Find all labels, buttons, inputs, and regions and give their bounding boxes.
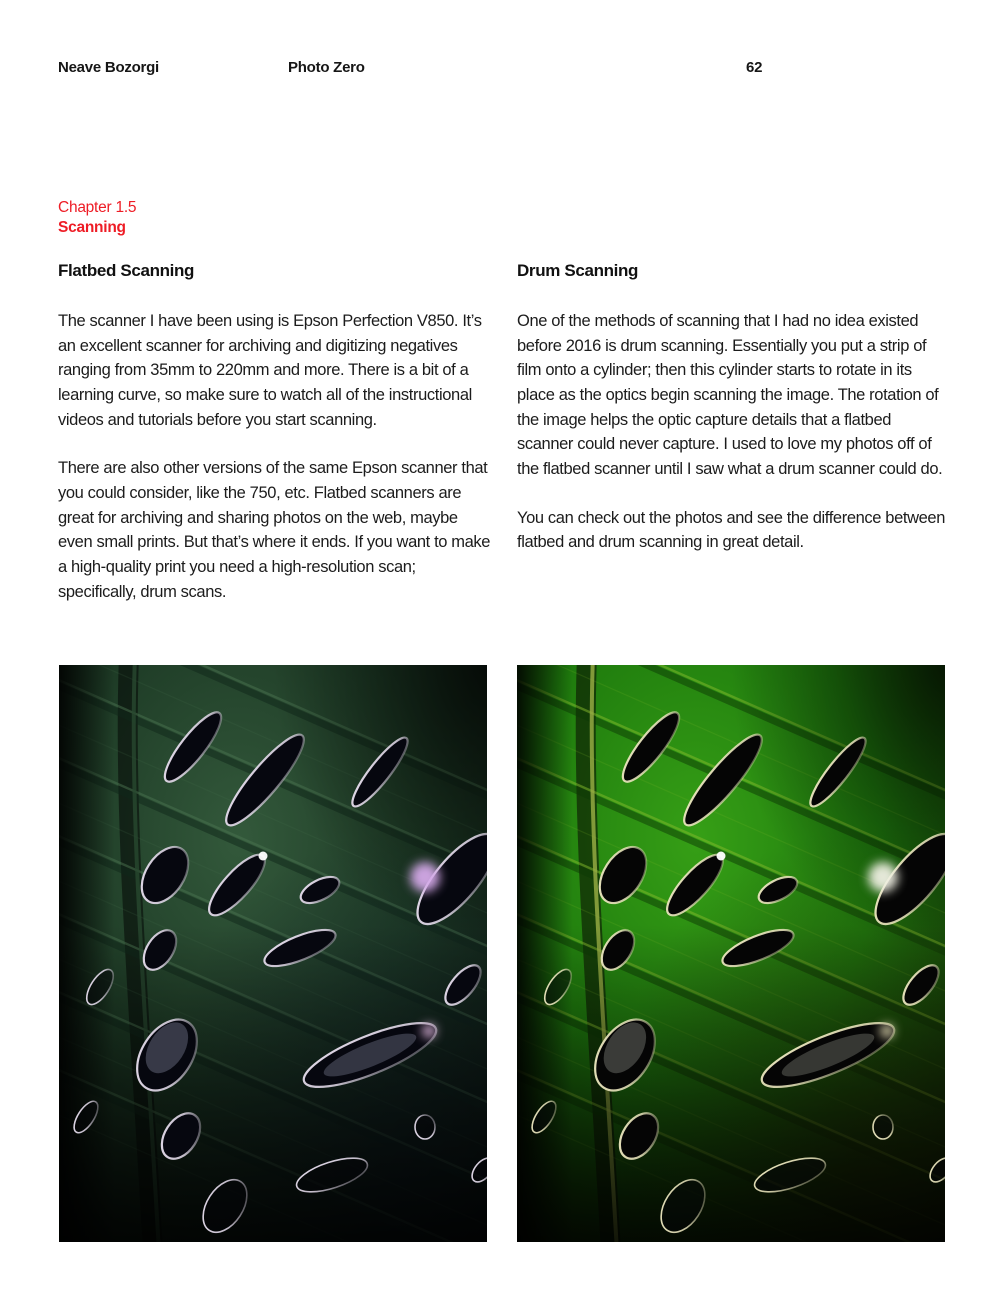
flatbed-paragraph-1: The scanner I have been using is Epson Perfection V850. It’s an excellent scanner for archiving and digitizing negatives ranging from 35mm to 220mm and more. There is a bit of a learning curve, so make sure to watch all of the instructional videos and tutorials before you start scanning.: [58, 312, 482, 429]
flatbed-paragraph-2: There are also other versions of the same Epson scanner that you could consider, like the 750, etc. Flatbed scanners are great for archiving and sharing photos on the web, maybe even small prints. But that’s where it ends. If you want to make a high-quality print you need a high-resolution scan; specifically, drum scans.: [58, 459, 491, 601]
chapter-title: Scanning: [58, 218, 126, 236]
drum-paragraph-1: One of the methods of scanning that I had no idea existed before 2016 is drum scanning. Essentially you put a strip of film onto a cylinder; then this cylinder starts to rotate in its place as the optics begin scanning the image. The rotation of the image helps the optic capture details that a flatbed scanner could never capture. I used to love my photos off of the flatbed scanner until I saw what a drum scanner could do.: [517, 312, 943, 478]
drum-heading: Drum Scanning: [517, 261, 639, 280]
drum-scan-photo: [517, 665, 945, 1242]
chapter-block: [58, 198, 136, 237]
drum-paragraph-2: You can check out the photos and see the difference between flatbed and drum scanning in great detail.: [517, 508, 946, 552]
flatbed-scan-photo: [59, 665, 487, 1242]
page-number: 62: [746, 59, 763, 76]
author-name: Neave Bozorgi: [58, 59, 159, 76]
flatbed-heading: Flatbed Scanning: [58, 261, 195, 280]
book-title: Photo Zero: [288, 59, 365, 76]
chapter-label: Chapter 1.5: [58, 199, 137, 216]
flatbed-section: [58, 261, 492, 628]
drum-section: [517, 261, 951, 579]
